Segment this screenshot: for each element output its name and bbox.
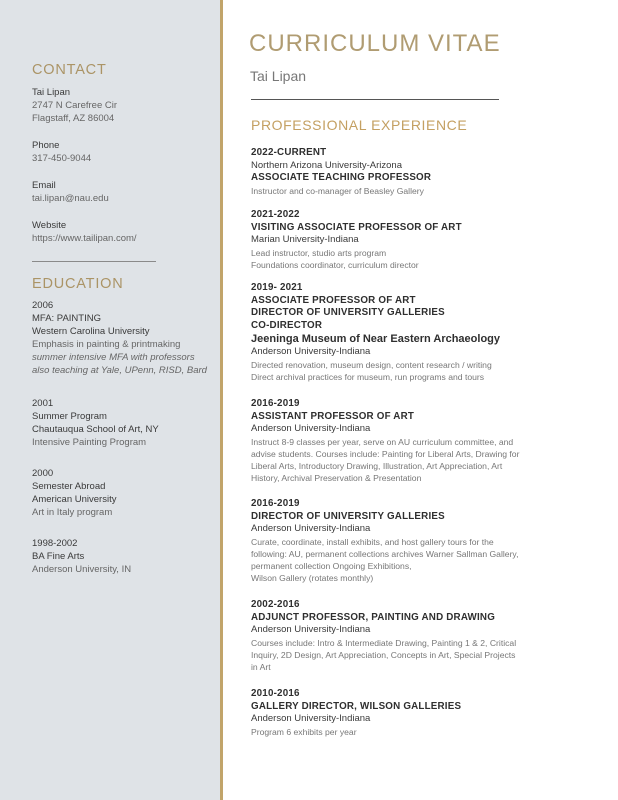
education-heading: EDUCATION [32, 276, 124, 292]
education-degree: BA Fine Arts [32, 551, 85, 562]
job-role: ADJUNCT PROFESSOR, PAINTING AND DRAWING [251, 611, 496, 623]
job-role: CO-DIRECTOR [251, 319, 323, 331]
job-desc: Liberal Arts, Introductory Drawing, Illustration, Art Appreciation, Art [251, 460, 503, 471]
job-org: Anderson University-Indiana [251, 346, 371, 357]
education-degree: MFA: PAINTING [32, 313, 101, 324]
job-entry [251, 398, 541, 484]
education-detail: Intensive Painting Program [32, 437, 147, 448]
education-item [32, 467, 212, 519]
job-org: Anderson University-Indiana [251, 423, 371, 434]
education-year: 2000 [32, 468, 54, 479]
contact-name: Tai Lipan [32, 87, 71, 98]
job-desc: Instructor and co-manager of Beasley Gallery [251, 185, 424, 196]
education-detail: Emphasis in painting & printmaking [32, 339, 181, 350]
education-item [32, 299, 212, 377]
job-role: ASSOCIATE PROFESSOR OF ART [251, 294, 416, 306]
website-block [32, 219, 212, 245]
job-date: 2016-2019 [251, 498, 300, 509]
job-role: ASSOCIATE TEACHING PROFESSOR [251, 172, 432, 183]
job-desc: advise students. Courses include: Painting for Liberal Arts, Drawing for [251, 448, 520, 459]
education-school: American University [32, 494, 117, 505]
contact-address-line1: 2747 N Carefree Cir [32, 100, 118, 111]
website-link[interactable]: https://www.tailipan.com/ [32, 233, 137, 244]
website-label: Website [32, 220, 67, 231]
job-desc: Lead instructor, studio arts program [251, 247, 387, 258]
education-school: Chautauqua School of Art, NY [32, 424, 159, 435]
job-date: 2019- 2021 [251, 282, 303, 293]
phone-block [32, 139, 212, 165]
education-degree: Summer Program [32, 411, 107, 422]
job-desc: History, Archival Preservation & Presentation [251, 472, 422, 483]
job-desc: Instruct 8-9 classes per year, serve on AU curriculum committee, and [251, 436, 514, 447]
job-org: Northern Arizona University-Arizona [251, 159, 403, 171]
education-detail: Art in Italy program [32, 507, 113, 518]
job-org: Anderson University-Indiana [251, 523, 371, 534]
education-item [32, 537, 212, 576]
job-entry [251, 688, 541, 738]
education-year: 2001 [32, 398, 54, 409]
job-entry [251, 209, 541, 271]
education-detail: Anderson University, IN [32, 564, 132, 575]
job-entry [251, 599, 541, 673]
phone-value: 317-450-9044 [32, 153, 92, 164]
education-year: 1998-2002 [32, 538, 78, 549]
job-desc: permanent collection Ongoing Exhibitions, [251, 560, 412, 571]
job-role: VISITING ASSOCIATE PROFESSOR OF ART [251, 221, 462, 233]
job-desc: Program 6 exhibits per year [251, 726, 357, 737]
education-degree: Semester Abroad [32, 481, 106, 492]
job-org: Anderson University-Indiana [251, 624, 371, 635]
job-org: Anderson University-Indiana [251, 713, 371, 724]
job-org: Marian University-Indiana [251, 234, 359, 245]
contact-address-line2: Flagstaff, AZ 86004 [32, 113, 115, 124]
education-item [32, 397, 212, 449]
sidebar-divider [32, 261, 156, 262]
education-year: 2006 [32, 300, 54, 311]
title-divider [251, 99, 499, 100]
phone-label: Phone [32, 140, 60, 151]
job-desc: Foundations coordinator, curriculum director [251, 259, 419, 270]
document-title: CURRICULUM VITAE [249, 30, 501, 57]
job-desc: following: AU, permanent collections archives Warner Sallman Gallery, [251, 548, 519, 559]
email-block [32, 179, 212, 205]
job-desc: Courses include: Intro & Intermediate Drawing, Painting 1 & 2, Critical [251, 637, 517, 648]
job-role: DIRECTOR OF UNIVERSITY GALLERIES [251, 510, 445, 522]
job-role: ASSISTANT PROFESSOR OF ART [251, 410, 415, 422]
education-detail-italic: summer intensive MFA with professors [32, 352, 195, 363]
job-desc: in Art [251, 661, 271, 672]
education-school: Western Carolina University [32, 326, 150, 337]
person-name: Tai Lipan [250, 68, 307, 84]
job-role: DIRECTOR OF UNIVERSITY GALLERIES [251, 307, 445, 318]
job-date: 2010-2016 [251, 688, 300, 699]
job-date: 2022-CURRENT [251, 147, 327, 158]
contact-heading: CONTACT [32, 62, 107, 78]
job-desc: Directed renovation, museum design, content research / writing [251, 359, 492, 370]
email-label: Email [32, 180, 56, 191]
job-entry [251, 147, 541, 197]
job-date: 2016-2019 [251, 398, 300, 409]
job-museum-name: Jeeninga Museum of Near Eastern Archaeology [251, 333, 500, 345]
sidebar-accent-rule [220, 0, 223, 800]
education-detail-italic: also teaching at Yale, UPenn, RISD, Bard [32, 365, 207, 376]
job-date: 2002-2016 [251, 599, 300, 610]
job-desc: Direct archival practices for museum, run programs and tours [251, 371, 485, 382]
job-date: 2021-2022 [251, 209, 300, 220]
experience-heading: PROFESSIONAL EXPERIENCE [251, 117, 468, 133]
job-desc: Wilson Gallery (rotates monthly) [251, 572, 374, 583]
job-entry [251, 498, 541, 584]
email-link[interactable]: tai.lipan@nau.edu [32, 193, 109, 204]
contact-block [32, 86, 212, 125]
job-desc: Inquiry, 2D Design, Art Appreciation, Concepts in Art, Special Projects [251, 649, 516, 660]
job-entry [251, 282, 541, 383]
job-role: GALLERY DIRECTOR, WILSON GALLERIES [251, 700, 462, 712]
job-desc: Curate, coordinate, install exhibits, and host gallery tours for the [251, 536, 494, 547]
